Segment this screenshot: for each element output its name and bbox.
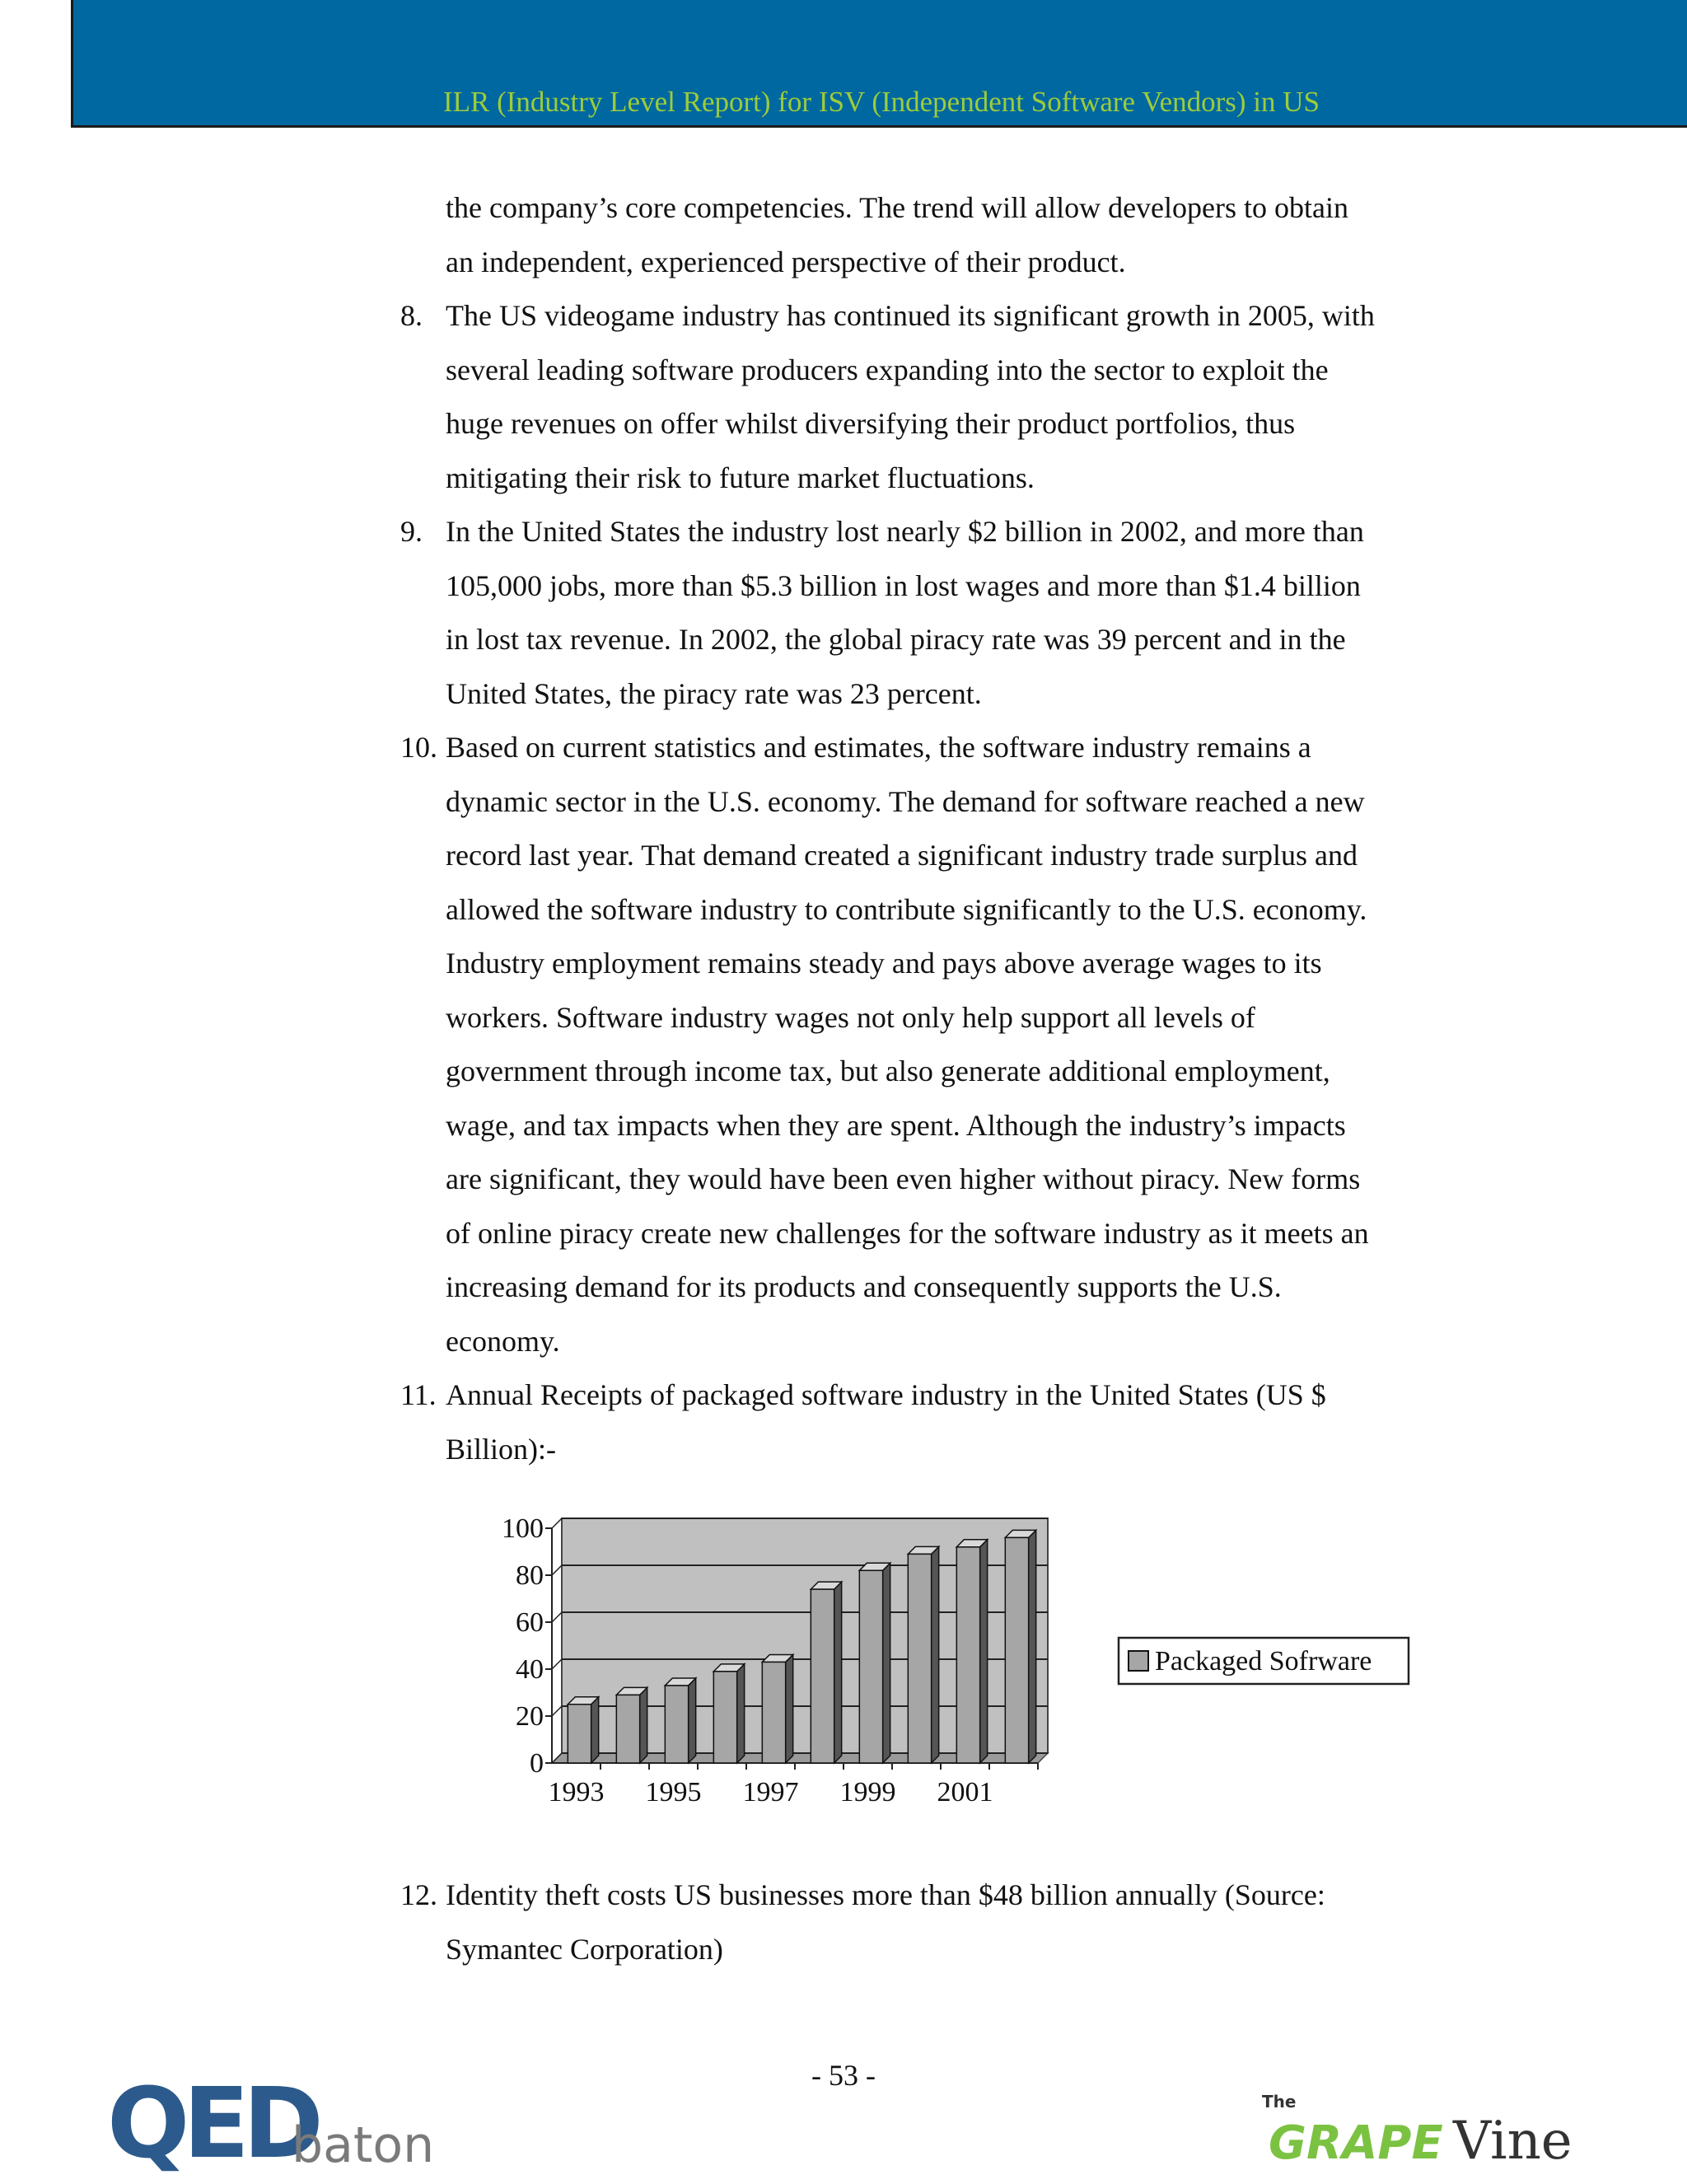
page-number: - 53 -	[811, 2059, 876, 2092]
chart-bar	[956, 1547, 979, 1763]
chart-bar	[762, 1662, 785, 1763]
text-line: Identity theft costs US businesses more than $48 billion annually (Source:	[446, 1878, 1325, 1911]
text-line: The US videogame industry has continued its significant growth in 2005, with	[446, 299, 1375, 332]
chart-bar-side	[786, 1654, 793, 1763]
grapevine-logo-graphic	[1252, 2084, 1598, 2175]
chart-y-tick-label: 100	[502, 1513, 544, 1544]
text-line: Billion):-	[446, 1432, 556, 1466]
text-line: in lost tax revenue. In 2002, the global piracy rate was 39 percent and in the	[446, 623, 1346, 656]
text-line: the company’s core competencies. The trend will allow developers to obtain	[446, 191, 1348, 224]
text-line: 105,000 jobs, more than $5.3 billion in lost wages and more than $1.4 billion	[446, 568, 1361, 602]
text-line: Industry employment remains steady and pays above average wages to its	[446, 947, 1322, 980]
grapevine-logo	[1252, 2084, 1598, 2175]
chart-bar	[616, 1695, 639, 1763]
text-line: wage, and tax impacts when they are spent. Although the industry’s impacts	[446, 1108, 1346, 1142]
baton-word: baton	[292, 2116, 435, 2173]
text-line: Annual Receipts of packaged software industry in the United States (US $	[446, 1378, 1326, 1411]
list-number: 8.	[400, 299, 423, 332]
text-line: are significant, they would have been even higher without piracy. New forms	[446, 1162, 1361, 1195]
intro-paragraph	[400, 181, 1438, 289]
bar-chart	[470, 1499, 1425, 1829]
chart-bar-side	[689, 1678, 696, 1763]
text-line: Based on current statistics and estimates, the software industry remains a	[446, 731, 1311, 764]
chart-y-tick-label: 0	[530, 1748, 544, 1779]
chart-bar-side	[591, 1697, 599, 1763]
text-line: mitigating their risk to future market fluctuations.	[446, 461, 1035, 494]
chart-x-tick-label: 1999	[839, 1777, 896, 1808]
text-line: dynamic sector in the U.S. economy. The demand for software reached a new	[446, 784, 1365, 818]
chart-gridline-depth	[552, 1518, 562, 1528]
list-item-8	[400, 289, 1438, 505]
chart-y-tick-label: 20	[516, 1701, 544, 1732]
chart-bar	[713, 1672, 736, 1763]
chart-bar	[811, 1589, 834, 1763]
text-line: several leading software producers expanding into the sector to exploit the	[446, 353, 1329, 386]
chart-legend-swatch	[1129, 1651, 1148, 1671]
list-item-10	[400, 721, 1438, 1368]
chart-gridline-depth	[552, 1659, 562, 1669]
chart-bar	[908, 1554, 931, 1763]
qed-logo-graphic	[104, 2066, 450, 2173]
chart-gridline-depth	[552, 1612, 562, 1622]
chart-gridline-depth	[552, 1565, 562, 1575]
list-item-11	[400, 1368, 1438, 1476]
chart-bar-side	[932, 1546, 939, 1763]
text-line: workers. Software industry wages not only help support all levels of	[446, 1000, 1255, 1034]
chart-svg	[470, 1499, 1425, 1829]
grape-word: GRAPE	[1269, 2116, 1443, 2170]
chart-x-tick-label: 1993	[548, 1777, 605, 1808]
text-line: of online piracy create new challenges for the software industry as it meets an	[446, 1216, 1369, 1250]
text-line: United States, the piracy rate was 23 percent.	[446, 676, 982, 710]
text-line: economy.	[446, 1324, 560, 1358]
text-line: Symantec Corporation)	[446, 1932, 723, 1966]
list-item-12	[400, 1868, 1438, 1976]
chart-bar-side	[1029, 1530, 1036, 1763]
chart-bar	[568, 1705, 591, 1763]
chart-bar-side	[737, 1664, 745, 1763]
chart-bar-side	[834, 1582, 842, 1763]
list-number: 10.	[400, 731, 437, 764]
list-number: 9.	[400, 515, 423, 548]
text-line: allowed the software industry to contribute significantly to the U.S. economy.	[446, 892, 1367, 926]
chart-bar	[859, 1570, 882, 1763]
text-line: increasing demand for its products and consequently supports the U.S.	[446, 1270, 1282, 1303]
header-band	[71, 0, 1687, 128]
text-line: huge revenues on offer whilst diversifying their product portfolios, thus	[446, 407, 1296, 440]
chart-y-tick-label: 80	[516, 1560, 544, 1591]
chart-bar-side	[640, 1687, 647, 1763]
chart-x-tick-label: 1995	[645, 1777, 702, 1808]
chart-bar	[665, 1686, 688, 1763]
text-line: government through income tax, but also generate additional employment,	[446, 1055, 1330, 1087]
chart-y-tick-label: 60	[516, 1607, 544, 1638]
chart-x-tick-label: 1997	[742, 1777, 799, 1808]
qed-baton-logo	[104, 2066, 450, 2173]
chart-bar	[1005, 1537, 1028, 1763]
qed-letters: QED	[107, 2066, 317, 2173]
chart-bar-side	[883, 1563, 890, 1763]
the-word: The	[1262, 2092, 1297, 2112]
chart-x-tick-label: 2001	[937, 1777, 993, 1808]
text-line: record last year. That demand created a significant industry trade surplus and	[446, 839, 1358, 872]
list-item-9	[400, 505, 1438, 721]
text-line: an independent, experienced perspective of their product.	[446, 245, 1126, 278]
list-number: 12.	[400, 1878, 437, 1911]
chart-legend-label: Packaged Sofrware	[1155, 1646, 1372, 1677]
list-number: 11.	[400, 1378, 437, 1411]
chart-y-tick-label: 40	[516, 1654, 544, 1685]
chart-gridline-depth	[552, 1706, 562, 1716]
report-title: ILR (Industry Level Report) for ISV (Independent Software Vendors) in US	[442, 86, 1320, 118]
chart-bar-side	[980, 1540, 988, 1763]
vine-word: Vine	[1453, 2111, 1573, 2172]
text-line: In the United States the industry lost nearly $2 billion in 2002, and more than	[446, 515, 1364, 548]
